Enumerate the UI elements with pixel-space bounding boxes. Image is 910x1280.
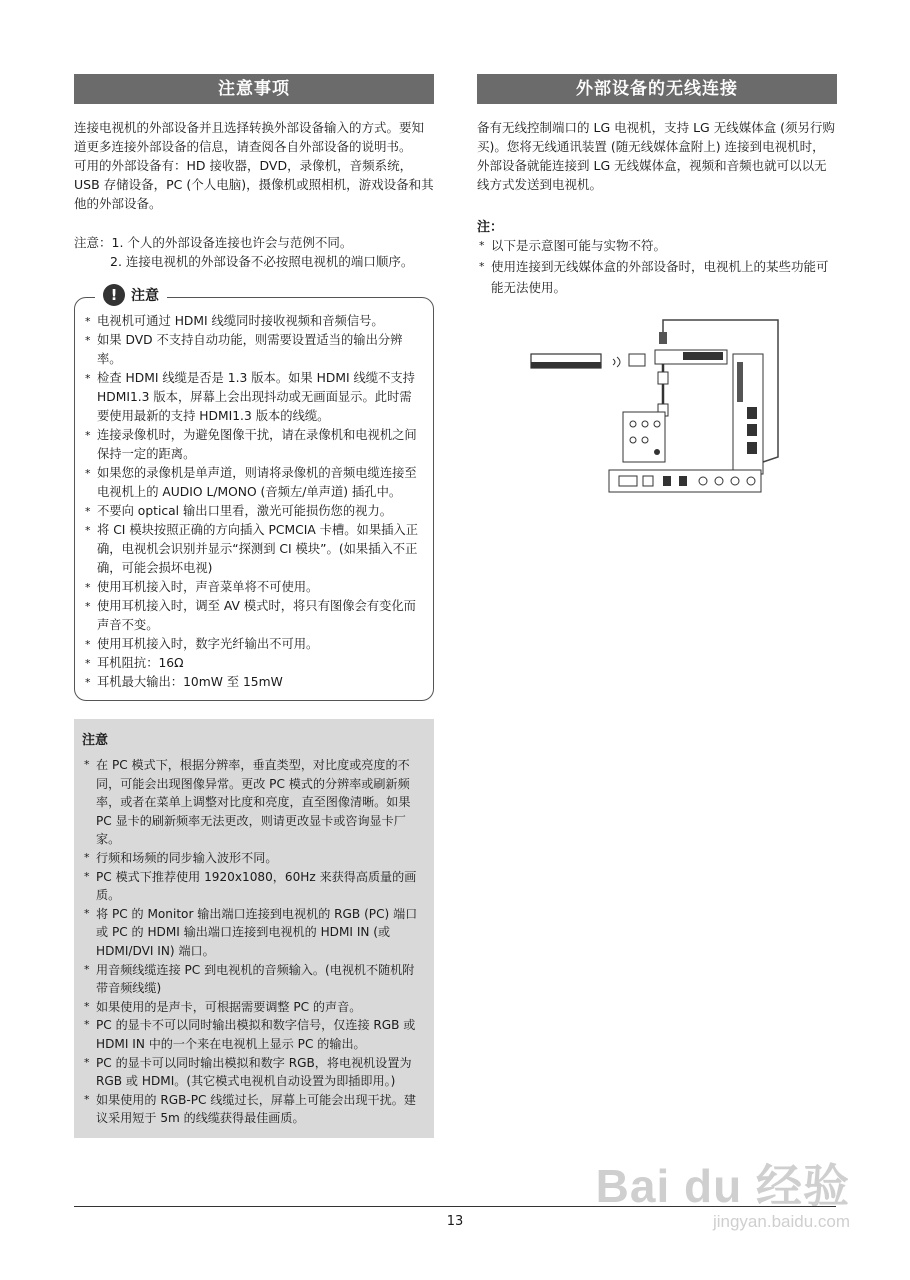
list-item: * 如果使用的 RGB-PC 线缆过长，屏幕上可能会出现干扰。建议采用短于 5m 的线缆获得最佳画质。 — [82, 1091, 424, 1128]
left-column — [74, 74, 434, 1138]
wireless-intro: 备有无线控制端口的 LG 电视机，支持 LG 无线媒体盒 (须另行购买)。您将无线通讯装置 (随无线媒体盒附上) 连接到电视机时，外部设备就能连接到 LG 无线媒体盒，视频和音频也就可以以无线方式发送到电视机。 — [477, 120, 836, 192]
section-banner-wireless: 外部设备的无线连接 — [477, 74, 837, 104]
note-title: 注： — [477, 220, 504, 235]
intro-paragraph-2: 可用的外部设备有：HD 接收器，DVD，录像机，音频系统，USB 存储设备，PC (个人电脑)，摄像机或照相机，游戏设备和其他的外部设备。 — [74, 158, 434, 211]
list-item: * PC 的显卡可以同时输出模拟和数字 RGB，将电视机设置为 RGB 或 HDMI。(其它模式电视机自动设置为即插即用。) — [82, 1054, 424, 1091]
list-item: * 使用耳机接入时，调至 AV 模式时，将只有图像会有变化而声音不变。 — [83, 597, 423, 635]
list-item: * 行频和场频的同步输入波形不同。 — [82, 849, 424, 868]
list-item: * 不要向 optical 输出口里看，激光可能损伤您的视力。 — [83, 502, 423, 521]
pc-notes-box — [74, 719, 434, 1138]
list-item: * 用音频线缆连接 PC 到电视机的音频输入。(电视机不随机附带音频线缆) — [82, 961, 424, 998]
list-item: * 连接录像机时，为避免图像干扰，请在录像机和电视机之间保持一定的距离。 — [83, 426, 423, 464]
footer-divider — [74, 1206, 836, 1207]
intro-paragraph-1: 连接电视机的外部设备并且选择转换外部设备输入的方式。要知道更多连接外部设备的信息，请查阅各自外部设备的说明书。 — [74, 120, 425, 154]
list-item: * 检查 HDMI 线缆是否是 1.3 版本。如果 HDMI 线缆不支持 HDMI1.3 版本，屏幕上会出现抖动或无画面显示。此时需要使用最新的支持 HDMI1.3 版本的线缆。 — [83, 369, 423, 426]
page-number: 13 — [446, 1214, 464, 1229]
wireless-dongle-icon — [629, 354, 645, 366]
caution-title: 注意 — [131, 288, 159, 304]
list-item: * 将 PC 的 Monitor 输出端口连接到电视机的 RGB (PC) 端口或 PC 的 HDMI 输出端口连接到电视机的 HDMI IN (或 HDMI/DVI IN) 端口。 — [82, 905, 424, 961]
list-item: * 使用连接到无线媒体盒的外部设备时，电视机上的某些功能可能无法使用。 — [477, 256, 837, 298]
list-item: * 使用耳机接入时，数字光纤输出不可用。 — [83, 635, 423, 654]
list-item: * PC 模式下推荐使用 1920x1080，60Hz 来获得高质量的画质。 — [82, 868, 424, 905]
note-line-1: 注意：1. 个人的外部设备连接也许会与范例不同。 — [74, 235, 353, 250]
right-column — [477, 74, 837, 298]
section-banner-precautions: 注意事项 — [74, 74, 434, 104]
list-item: * 电视机可通过 HDMI 线缆同时接收视频和音频信号。 — [83, 312, 423, 331]
caution-list — [83, 312, 423, 692]
list-item: * 耳机最大输出：10mW 至 15mW — [83, 673, 423, 692]
list-item: * 在 PC 模式下，根据分辨率，垂直类型，对比度或亮度的不同，可能会出现图像异常。更改 PC 模式的分辨率或刷新频率，或者在菜单上调整对比度和亮度，直至图像清晰。如果 PC 显卡的刷新频率无法更改，则请更改显卡或咨询显卡厂家。 — [82, 756, 424, 849]
list-item: * 使用耳机接入时，声音菜单将不可使用。 — [83, 578, 423, 597]
wireless-connection-diagram — [523, 312, 803, 497]
exclamation-icon: ! — [103, 284, 125, 306]
watermark-brand: Bai du 经验 — [595, 1160, 850, 1212]
list-item: * 将 CI 模块按照正确的方向插入 PCMCIA 卡槽。如果插入正确，电视机会识别并显示“探测到 CI 模块”。(如果插入不正确，可能会损坏电视) — [83, 521, 423, 578]
list-item: * 如果 DVD 不支持自动功能，则需要设置适当的输出分辨率。 — [83, 331, 423, 369]
list-item: * 如果您的录像机是单声道，则请将录像机的音频电缆连接至电视机上的 AUDIO L/MONO (音频左/单声道) 插孔中。 — [83, 464, 423, 502]
pc-notes-list — [82, 756, 424, 1128]
cable-plug-icon — [659, 332, 667, 344]
caution-box — [74, 286, 434, 701]
pc-notes-title: 注意 — [82, 733, 109, 748]
caution-heading — [95, 284, 167, 306]
note-line-2: 2. 连接电视机的外部设备不必按照电视机的端口顺序。 — [110, 254, 414, 269]
list-item: * 耳机阻抗：16Ω — [83, 654, 423, 673]
list-item: * PC 的显卡不可以同时输出模拟和数字信号，仅连接 RGB 或 HDMI IN 中的一个来在电视机上显示 PC 的输出。 — [82, 1016, 424, 1053]
list-item: * 以下是示意图可能与实物不符。 — [477, 235, 837, 256]
list-item: * 如果使用的是声卡，可根据需要调整 PC 的声音。 — [82, 998, 424, 1017]
wireless-notes-list — [477, 235, 837, 298]
watermark-url: jingyan.baidu.com — [712, 1212, 850, 1231]
